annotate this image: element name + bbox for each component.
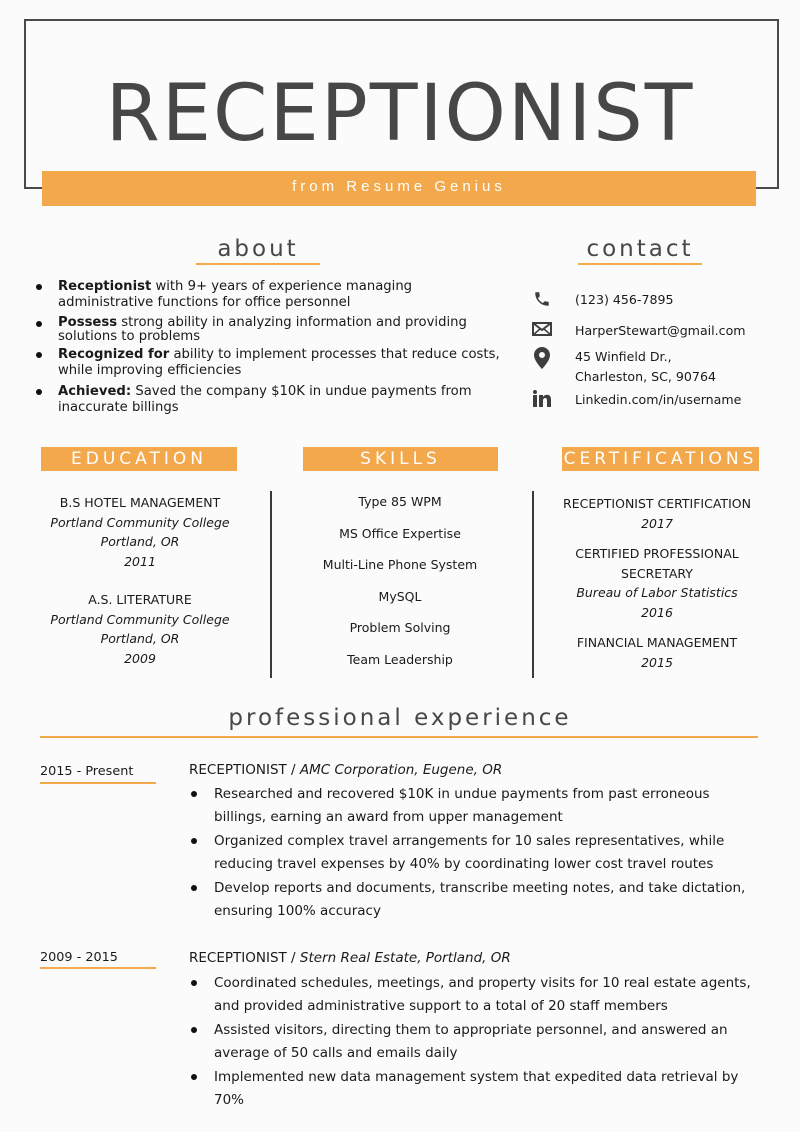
job-company: Stern Real Estate, Portland, OR (299, 950, 511, 966)
skill-item: MySQL (378, 588, 422, 604)
education-year: 2009 (124, 650, 156, 666)
job-bullet: Organized complex travel arrangements for 10 sales representatives, while reducing travel expenses by 40% by coordinating lower cost travel routes (189, 830, 764, 875)
job-bullet: Develop reports and documents, transcribe meeting notes, and take dictation, ensuring 100% accuracy (189, 877, 764, 922)
education-band: EDUCATION (41, 447, 237, 471)
skill-item: Type 85 WPM (358, 494, 442, 509)
certification-issuer: Bureau of Labor Statistics (576, 585, 738, 600)
contact-underline (578, 263, 702, 265)
resume-subtitle: from Resume Genius (292, 178, 506, 195)
about-item: Receptionist with 9+ years of experience managing administrative functions for office personnel (34, 279, 504, 311)
certifications-list (550, 494, 764, 672)
experience-rule (40, 736, 758, 738)
contact-address: 45 Winfield Dr., Charleston, SC, 90764 (575, 349, 716, 384)
certification-year: 2017 (641, 515, 673, 531)
job-date-underline (40, 782, 156, 784)
about-item: Possess strong ability in analyzing information and providing solutions to problems (34, 316, 504, 344)
about-underline (196, 263, 320, 265)
title-banner (42, 171, 756, 206)
job-bullet: Assisted visitors, directing them to appropriate personnel, and answered an average of 50 calls and emails daily (189, 1019, 764, 1064)
job-bullet: Researched and recovered $10K in undue payments from past erroneous billings, earning an award from upper management (189, 783, 764, 828)
about-list (34, 279, 504, 421)
phone-icon (531, 290, 553, 308)
skill-item: MS Office Expertise (339, 525, 461, 541)
column-divider (270, 491, 272, 678)
education-school: Portland Community College (50, 611, 230, 627)
education-school: Portland Community College (50, 514, 230, 530)
resume-title: RECEPTIONIST (105, 69, 695, 159)
about-item: Recognized for ability to implement processes that reduce costs, while improving efficiencies (34, 347, 504, 379)
contact-linkedin[interactable]: Linkedin.com/in/username (575, 392, 742, 407)
linkedin-icon (531, 390, 553, 407)
experience-heading: professional experience (228, 705, 572, 731)
education-degree: A.S. LITERATURE (88, 592, 192, 607)
about-heading: about (217, 236, 299, 262)
contact-linkedin-row (531, 390, 741, 410)
education-year: 2011 (124, 553, 156, 569)
skill-item: Problem Solving (349, 620, 451, 635)
skill-item: Multi-Line Phone System (322, 557, 478, 572)
location-pin-icon (531, 347, 553, 369)
job-dates: 2009 - 2015 (40, 950, 118, 965)
contact-email[interactable]: HarperStewart@gmail.com (575, 323, 746, 338)
job-title: RECEPTIONIST / Stern Real Estate, Portland, OR (189, 950, 511, 966)
skill-item: Team Leadership (347, 651, 453, 667)
skills-list (290, 490, 510, 679)
job-bullet: Implemented new data management system that expedited data retrieval by 70% (189, 1066, 764, 1111)
contact-phone-row (531, 290, 674, 310)
job-company: AMC Corporation, Eugene, OR (299, 762, 503, 778)
job-title: RECEPTIONIST / AMC Corporation, Eugene, OR (189, 762, 503, 778)
contact-phone[interactable]: (123) 456-7895 (575, 292, 674, 307)
certification-name: CERTIFIED PROFESSIONAL SECRETARY (575, 546, 739, 581)
email-icon (531, 321, 553, 337)
job-bullets (189, 783, 764, 924)
certifications-band: CERTIFICATIONS (563, 449, 758, 469)
certification-name: FINANCIAL MANAGEMENT (576, 635, 738, 650)
certification-year: 2016 (641, 604, 673, 620)
about-item: Achieved: Saved the company $10K in undue payments from inaccurate billings (34, 384, 504, 416)
certification-year: 2015 (641, 654, 673, 670)
education-location: Portland, OR (100, 631, 180, 646)
contact-address-row (531, 347, 716, 387)
job-date-underline (40, 967, 156, 969)
education-degree: B.S HOTEL MANAGEMENT (59, 495, 221, 510)
column-divider (532, 491, 534, 678)
education-location: Portland, OR (100, 534, 180, 549)
certification-name: RECEPTIONIST CERTIFICATION (563, 496, 751, 511)
skills-band: SKILLS (303, 447, 498, 471)
contact-email-row (531, 321, 746, 341)
job-bullets (189, 972, 764, 1113)
job-dates: 2015 - Present (40, 764, 134, 779)
education-list (40, 493, 240, 668)
job-bullet: Coordinated schedules, meetings, and property visits for 10 real estate agents, and provided administrative support to a total of 20 staff members (189, 972, 764, 1017)
contact-heading: contact (586, 236, 694, 262)
